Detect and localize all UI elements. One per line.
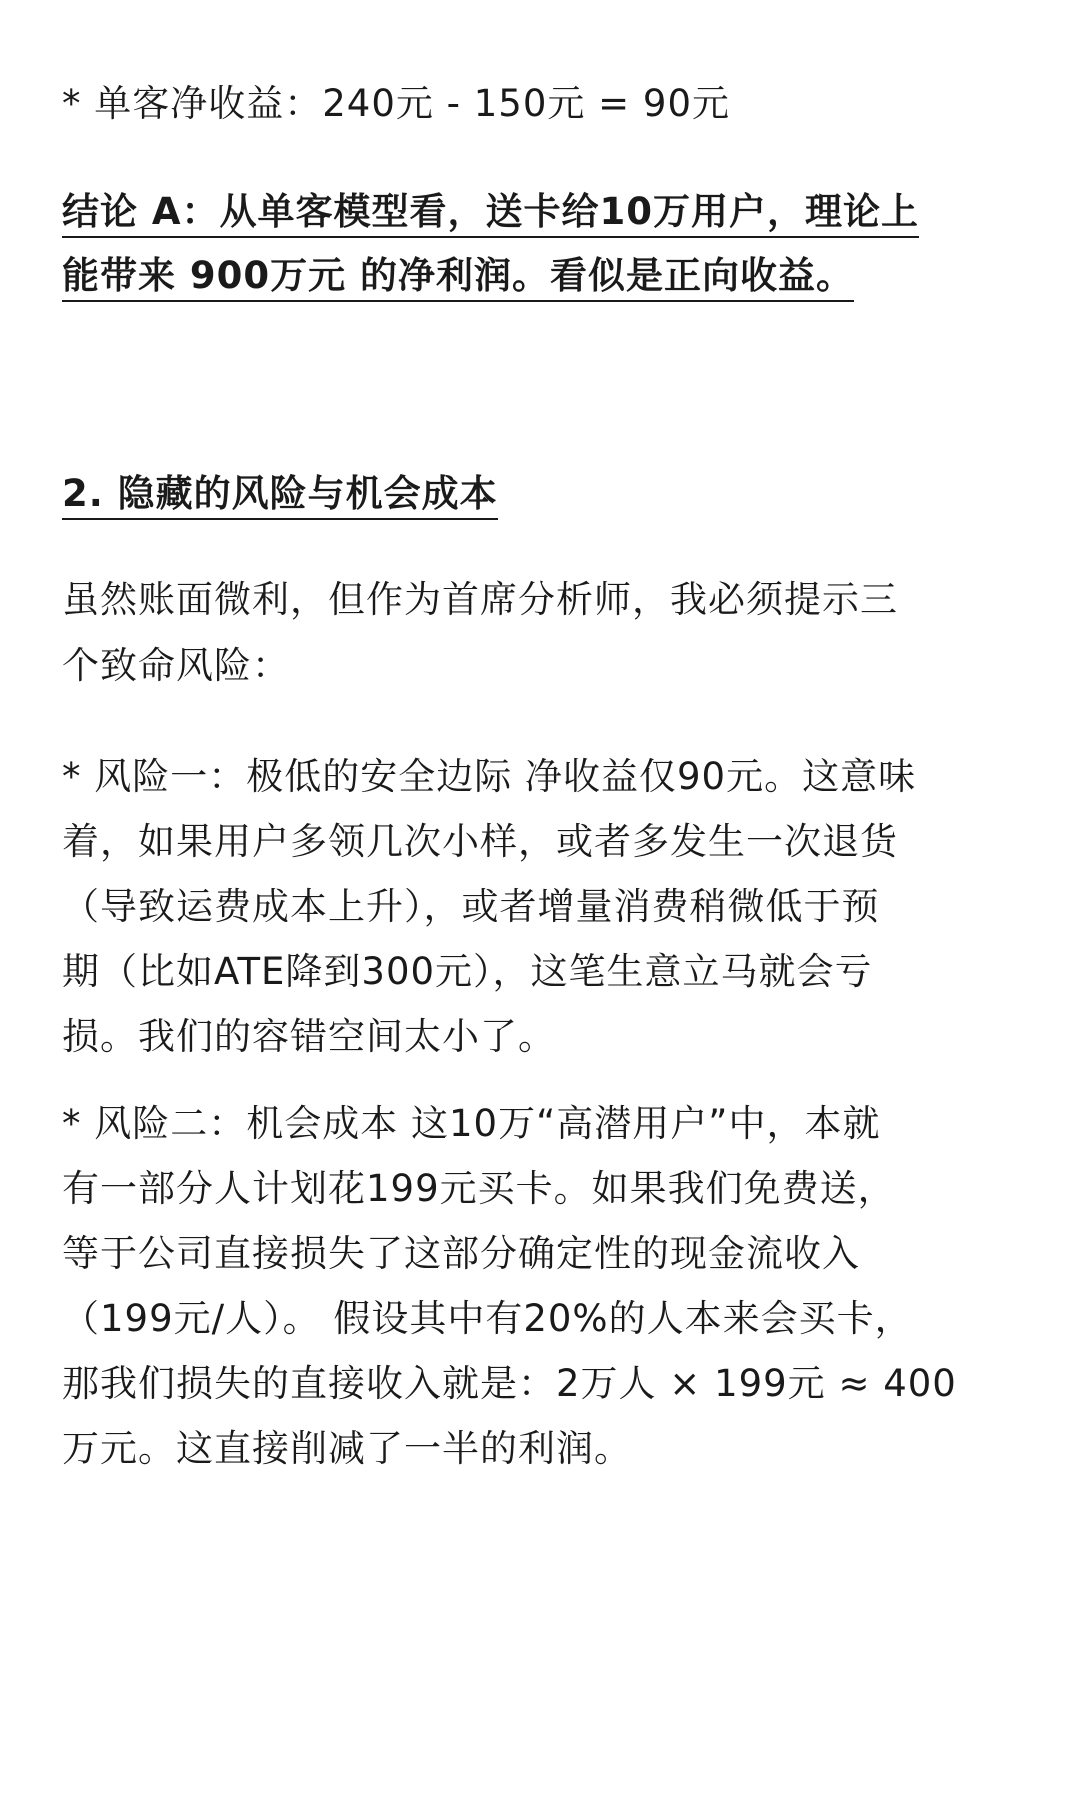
risk1-line-4: 期（比如ATE降到300元），这笔生意立马就会亏: [62, 950, 873, 993]
conclusion-line-2: 能带来 900万元 的净利润。看似是正向收益。: [62, 257, 854, 302]
risk2-line-2: 有一部分人计划花199元买卡。如果我们免费送，: [62, 1167, 896, 1210]
intro-line-1: 虽然账面微利，但作为首席分析师，我必须提示三: [62, 578, 898, 621]
risk2-line-1: * 风险二：机会成本 这10万“高潜用户”中，本就: [62, 1102, 881, 1145]
risk2-line-4: （199元/人）。 假设其中有20%的人本来会买卡，: [62, 1297, 913, 1340]
risk1-line-2: 着，如果用户多领几次小样，或者多发生一次退货: [62, 820, 898, 863]
intro-line-2: 个致命风险：: [62, 644, 290, 687]
risk1-line-1: * 风险一：极低的安全边际 净收益仅90元。这意味: [62, 755, 917, 798]
risk2-line-5: 那我们损失的直接收入就是：2万人 × 199元 ≈ 400: [62, 1362, 957, 1405]
risk1-line-5: 损。我们的容错空间太小了。: [62, 1015, 556, 1058]
section-heading: 2. 隐藏的风险与机会成本: [62, 475, 498, 520]
conclusion-line-1: 结论 A：从单客模型看，送卡给10万用户，理论上: [62, 193, 919, 238]
risk2-line-6: 万元。这直接削减了一半的利润。: [62, 1427, 632, 1470]
risk2-line-3: 等于公司直接损失了这部分确定性的现金流收入: [62, 1232, 860, 1275]
net-income-line: * 单客净收益：240元 - 150元 = 90元: [62, 82, 730, 125]
risk1-line-3: （导致运费成本上升），或者增量消费稍微低于预: [62, 885, 880, 928]
